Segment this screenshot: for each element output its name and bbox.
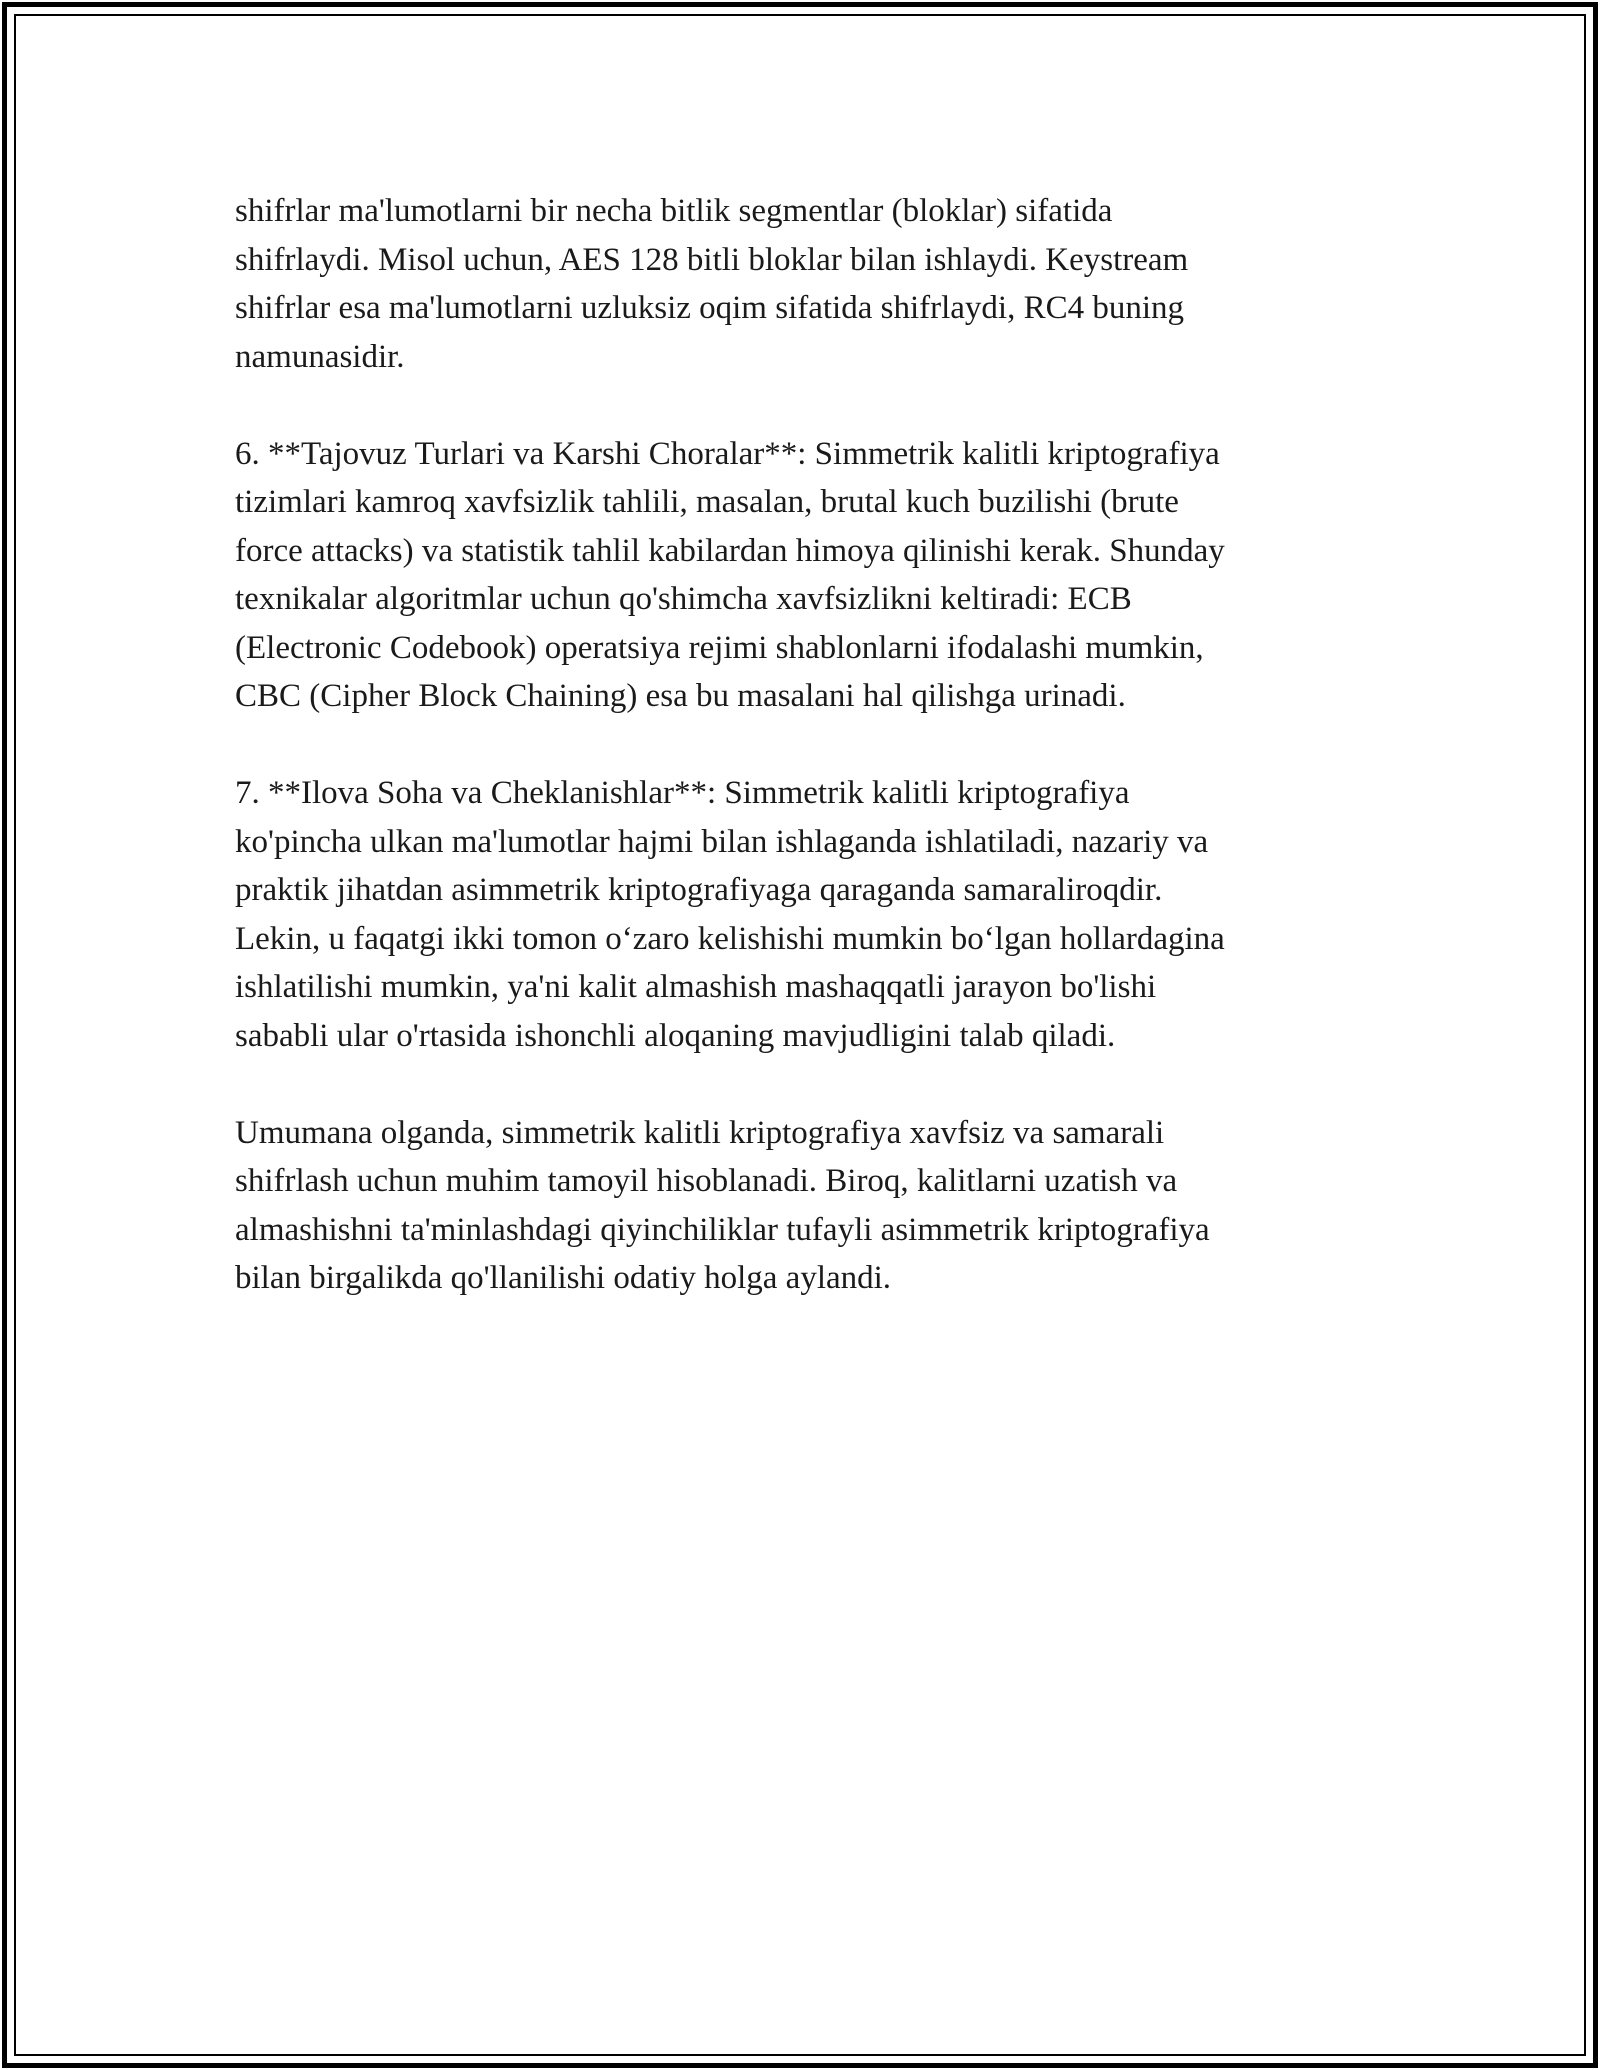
text-line: shifrlar ma'lumotlarni bir necha bitlik segmentlar (bloklar) sifatida — [235, 193, 1113, 229]
text-line: CBC (Cipher Block Chaining) esa bu masalani hal qilishga urinadi. — [235, 678, 1126, 714]
text-line: ko'pincha ulkan ma'lumotlar hajmi bilan ishlaganda ishlatiladi, nazariy va — [235, 823, 1209, 860]
text-line: shifrlaydi. Misol uchun, AES 128 bitli bloklar bilan ishlaydi. Keystream — [235, 241, 1189, 278]
text-line: almashishni ta'minlashdagi qiyinchiliklar tufayli asimmetrik kriptografiya — [235, 1211, 1210, 1248]
text-line: tizimlari kamroq xavfsizlik tahlili, masalan, brutal kuch buzilishi (brute — [235, 484, 1179, 520]
text-line: Umumana olganda, simmetrik kalitli kriptografiya xavfsiz va samarali — [235, 1114, 1165, 1151]
text-line: texnikalar algoritmlar uchun qo'shimcha xavfsizlikni keltiradi: ECB — [235, 581, 1132, 617]
document-body — [235, 187, 1365, 1351]
text-line: praktik jihatdan asimmetrik kriptografiyaga qaraganda samaraliroqdir. — [235, 872, 1163, 908]
paragraph-application-limitations — [235, 769, 1365, 1060]
paragraph-block-ciphers — [235, 187, 1365, 381]
text-line: force attacks) va statistik tahlil kabilardan himoya qilinishi kerak. Shunday — [235, 532, 1225, 569]
text-line: ishlatilishi mumkin, ya'ni kalit almashish mashaqqatli jarayon bo'lishi — [235, 969, 1157, 1005]
text-line: (Electronic Codebook) operatsiya rejimi shablonlarni ifodalashi mumkin, — [235, 629, 1204, 666]
paragraph-attack-types — [235, 430, 1365, 721]
text-line: Lekin, u faqatgi ikki tomon o‘zaro kelishishi mumkin bo‘lgan hollardagina — [235, 920, 1225, 957]
text-line: namunasidir. — [235, 338, 405, 375]
text-line: 6. **Tajovuz Turlari va Karshi Choralar**: Simmetrik kalitli kriptografiya — [235, 435, 1220, 472]
text-line: shifrlash uchun muhim tamoyil hisoblanadi. Biroq, kalitlarni uzatish va — [235, 1163, 1178, 1199]
text-line: shifrlar esa ma'lumotlarni uzluksiz oqim sifatida shifrlaydi, RC4 buning — [235, 290, 1185, 326]
paragraph-conclusion — [235, 1109, 1365, 1303]
text-line: bilan birgalikda qo'llanilishi odatiy holga aylandi. — [235, 1260, 892, 1296]
text-line: sababli ular o'rtasida ishonchli aloqaning mavjudligini talab qiladi. — [235, 1017, 1116, 1054]
text-line: 7. **Ilova Soha va Cheklanishlar**: Simmetrik kalitli kriptografiya — [235, 775, 1130, 811]
